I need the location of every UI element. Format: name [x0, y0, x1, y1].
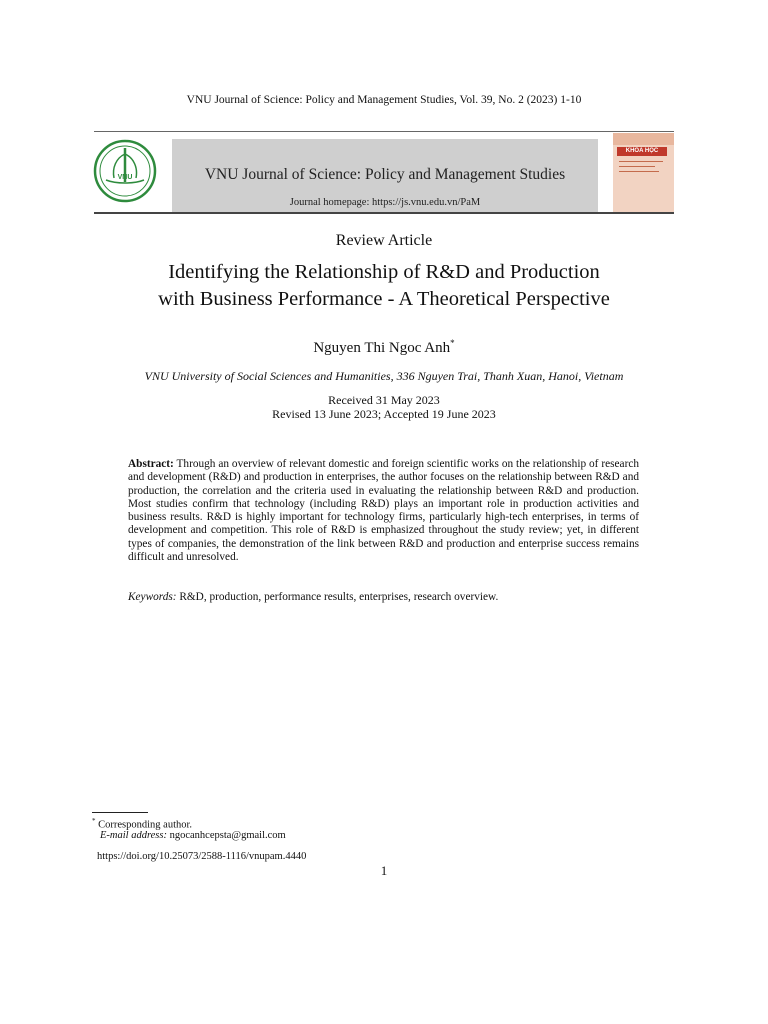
article-dates — [0, 393, 768, 421]
title-line-1: Identifying the Relationship of R&D and Production — [168, 261, 600, 283]
abstract-label: Abstract: — [128, 458, 174, 470]
logo-text: VNU — [117, 174, 133, 181]
header-rule-top — [94, 131, 674, 132]
cover-band — [613, 133, 674, 145]
received-date: Received 31 May 2023 — [328, 393, 440, 407]
author-name: Nguyen Thi Ngoc Anh — [313, 340, 451, 356]
cover-line — [619, 166, 655, 167]
author-mark: * — [450, 338, 455, 348]
email-address: ngocanhcepsta@gmail.com — [169, 830, 286, 841]
journal-cover-thumbnail — [613, 133, 674, 212]
footnote-email — [100, 830, 286, 841]
abstract-text: Through an overview of relevant domestic and foreign scientific works on the relationship of research and development (R&D) and production in enterprises, the author focuses on the relationship between R&D and production, the correlation and the criteria used in evaluating the relationship between R&D and production. Most studies confirm that technology (including R&D) plays an important role in production activities and business results. R&D is highly important for technology firms, particularly high-tech enterprises, in terms of development and competition. This role of R&D is emphasized throughout the study review; yet, in different types of companies, the demonstration of the link between R&D and production and enterprise success remains difficult and unresolved. — [128, 458, 639, 564]
revised-accepted-date: Revised 13 June 2023; Accepted 19 June 2023 — [272, 407, 496, 421]
journal-banner — [172, 139, 598, 212]
abstract — [128, 458, 639, 564]
cover-line — [619, 161, 663, 162]
cover-line — [619, 171, 659, 172]
journal-homepage: Journal homepage: https://js.vnu.edu.vn/PaM — [289, 197, 481, 208]
running-head: VNU Journal of Science: Policy and Management Studies, Vol. 39, No. 2 (2023) 1-10 — [186, 94, 582, 106]
page-number: 1 — [380, 863, 388, 878]
keywords-text: R&D, production, performance results, enterprises, research overview. — [179, 591, 499, 603]
footnote-mark: * — [92, 817, 96, 825]
header-rule-bottom — [94, 212, 674, 214]
affiliation: VNU University of Social Sciences and Humanities, 336 Nguyen Trai, Thanh Xuan, Hanoi, Vietnam — [144, 369, 624, 383]
corresponding-author: Corresponding author. — [98, 819, 193, 831]
vnu-logo — [92, 138, 158, 204]
title-line-2: with Business Performance - A Theoretical Perspective — [158, 288, 610, 310]
email-label: E-mail address: — [100, 830, 167, 841]
cover-title: KHOA HỌC — [617, 147, 667, 156]
author-line — [0, 338, 768, 357]
article-type: Review Article — [335, 232, 433, 249]
keywords-label: Keywords: — [128, 591, 177, 603]
footnote-rule — [92, 812, 148, 813]
doi-link[interactable]: https://doi.org/10.25073/2588-1116/vnupam.4440 — [97, 851, 307, 862]
keywords — [128, 591, 639, 603]
journal-title: VNU Journal of Science: Policy and Management Studies — [204, 166, 566, 183]
paper-title — [60, 259, 708, 313]
footnote-corresponding — [92, 817, 192, 831]
